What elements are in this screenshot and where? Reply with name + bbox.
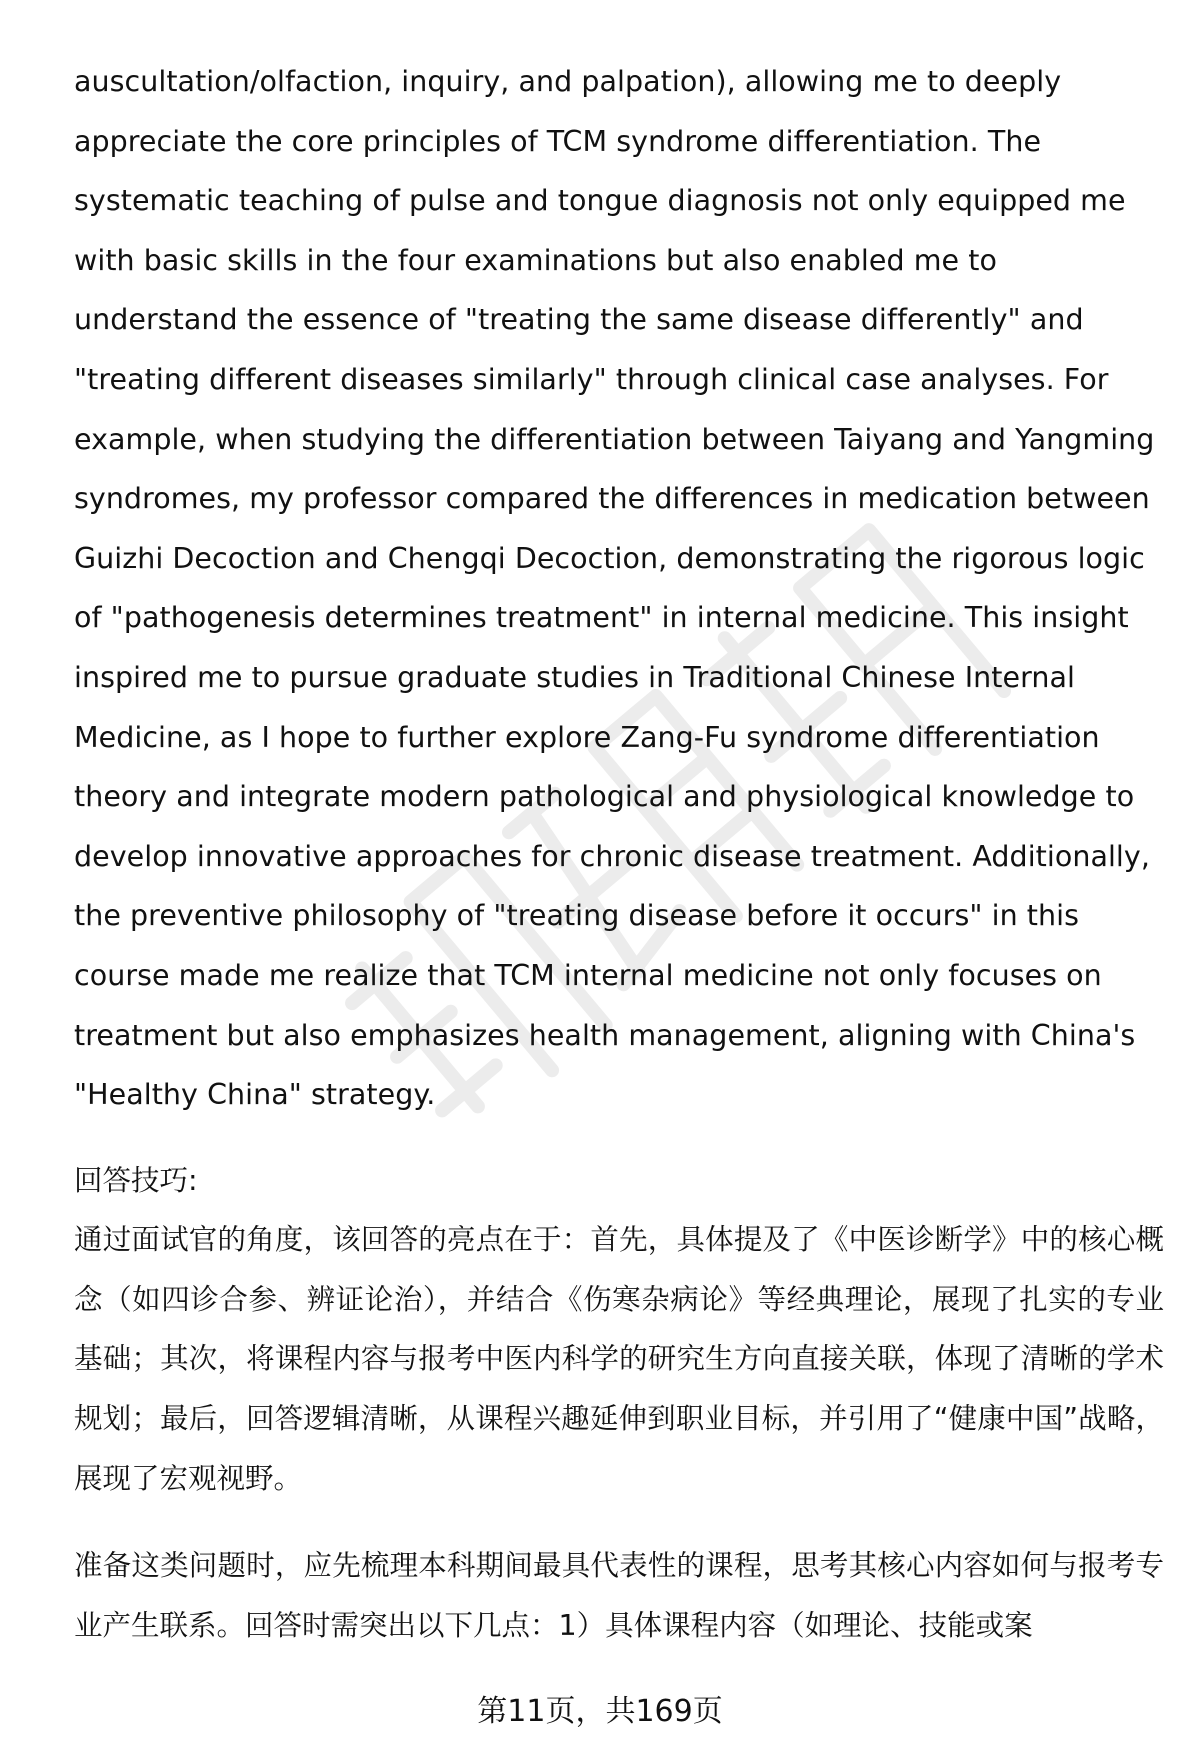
answer-tips-paragraph: 通过面试官的角度，该回答的亮点在于：首先，具体提及了《中医诊断学》中的核心概念（如四诊合参、辨证论治），并结合《伤寒杂病论》等经典理论，展现了扎实的专业基础；其次，将课程内容与报考中医内科学的研究生方向直接关联，体现了清晰的学术规划；最后，回答逻辑清晰，从课程兴趣延伸到职业目标，并引用了“健康中国”战略，展现了宏观视野。 [74, 1223, 1164, 1495]
answer-tips-label: 回答技巧: [74, 1163, 198, 1197]
page-number-footer: 第11页，共169页 [477, 1694, 723, 1729]
english-answer-paragraph: auscultation/olfaction, inquiry, and palpation), allowing me to deeply appreciate the core principles of TCM syndrome differentiation. The systematic teaching of pulse and tongue diagnosis not only equipped me with basic skills in the four examinations but also enabled me to understand the essence of "treating the same disease differently" and "treating different diseases similarly" through clinical case analyses. For example, when studying the differentiation between Taiyang and Yangming syndromes, my professor compared the differences in medication between Guizhi Decoction and Chengqi Decoction, demonstrating the rigorous logic of "pathogenesis determines treatment" in internal medicine. This insight inspired me to pursue graduate studies in Traditional Chinese Internal Medicine, as I hope to further explore Zang-Fu syndrome differentiation theory and integrate modern pathological and physiological knowledge to develop innovative approaches for chronic disease treatment. Additionally, the preventive philosophy of "treating disease before it occurs" in this course made me realize that TCM internal medicine not only focuses on treatment but also emphasizes health management, aligning with China's "Healthy China" strategy. [74, 65, 1155, 1112]
document-body [74, 52, 1164, 1655]
preparation-advice-paragraph: 准备这类问题时，应先梳理本科期间最具代表性的课程，思考其核心内容如何与报考专业产生联系。回答时需突出以下几点：1）具体课程内容（如理论、技能或案 [74, 1549, 1164, 1642]
